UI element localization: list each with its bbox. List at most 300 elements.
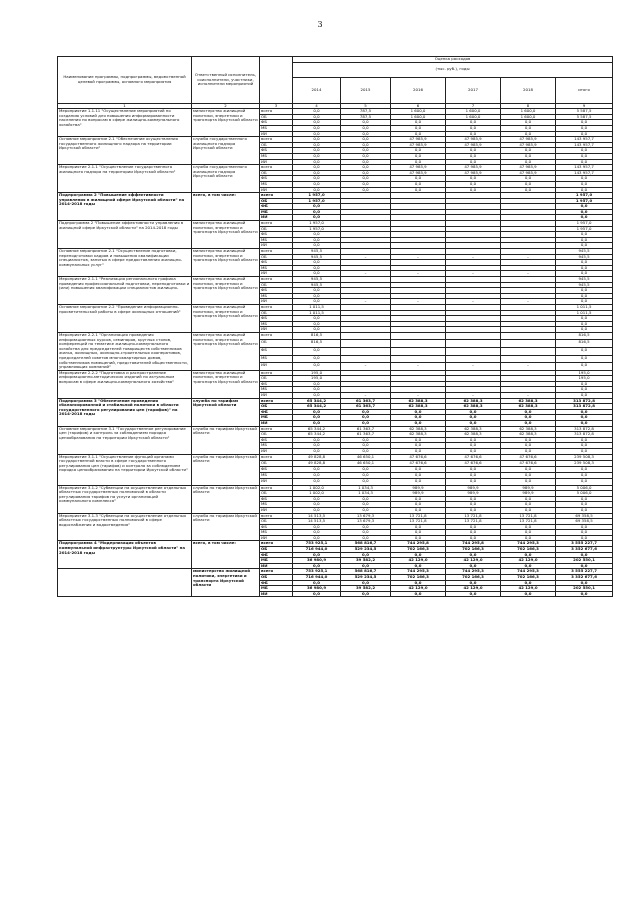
header-year: 2015: [341, 77, 391, 103]
amount-cell: 13 721,8: [501, 519, 556, 525]
funding-source: ОБ: [260, 460, 293, 466]
amount-cell: [341, 332, 391, 340]
header-unit: (тыс. руб.), годы: [293, 62, 613, 77]
amount-cell: 744 295,8: [391, 541, 446, 547]
item-responsible: всего, в том числе:: [192, 541, 260, 569]
item-responsible: министерство жилищной политики, энергетики и транспорта Иркутской области: [192, 109, 260, 137]
amount-cell: –: [446, 299, 501, 305]
amount-cell: 816,5: [556, 332, 613, 340]
funding-source: ФБ: [260, 437, 293, 443]
funding-source: МБ: [260, 530, 293, 536]
amount-cell: 0,0: [293, 187, 341, 193]
amount-cell: 0,0: [293, 443, 341, 449]
amount-cell: 46 650,1: [341, 460, 391, 466]
amount-cell: 0,0: [293, 355, 341, 363]
amount-cell: 0,0: [446, 176, 501, 182]
amount-cell: 0,0: [293, 524, 341, 530]
amount-cell: 0,0: [341, 131, 391, 137]
col-number: 8: [501, 103, 556, 109]
funding-source: всего: [260, 109, 293, 115]
amount-cell: 0,0: [293, 421, 341, 427]
funding-source: всего: [260, 370, 293, 376]
funding-source: ОБ: [260, 432, 293, 438]
amount-cell: 42 129,0: [391, 586, 446, 592]
amount-cell: 47 676,6: [391, 454, 446, 460]
page-number: 3: [317, 20, 323, 29]
funding-source: ФБ: [260, 120, 293, 126]
funding-source: ИИ: [260, 393, 293, 399]
amount-cell: 0,0: [293, 271, 341, 277]
amount-cell: 0,0: [556, 159, 613, 165]
amount-cell: 0,0: [556, 260, 613, 266]
amount-cell: 0,0: [341, 449, 391, 455]
amount-cell: 945,5: [293, 277, 341, 283]
amount-cell: 0,0: [501, 421, 556, 427]
table-row: [58, 332, 613, 340]
amount-cell: 0,0: [501, 552, 556, 558]
amount-cell: [341, 355, 391, 363]
amount-cell: 0,0: [391, 535, 446, 541]
funding-source: ИИ: [260, 421, 293, 427]
amount-cell: 787,5: [341, 109, 391, 115]
amount-cell: 0,0: [556, 316, 613, 322]
funding-source: ФБ: [260, 232, 293, 238]
amount-cell: 0,0: [391, 120, 446, 126]
amount-cell: 0,0: [501, 466, 556, 472]
amount-cell: 0,0: [556, 327, 613, 333]
amount-cell: 0,0: [293, 153, 341, 159]
amount-cell: 36 980,9: [293, 586, 341, 592]
funding-source: МБ: [260, 558, 293, 564]
amount-cell: 62 388,3: [446, 426, 501, 432]
amount-cell: 568 816,7: [341, 569, 391, 575]
amount-cell: 14 513,5: [293, 519, 341, 525]
amount-cell: 0,0: [341, 120, 391, 126]
amount-cell: 0,0: [391, 466, 446, 472]
amount-cell: 0,0: [501, 591, 556, 597]
amount-cell: –: [391, 393, 446, 399]
amount-cell: 0,0: [446, 530, 501, 536]
amount-cell: 65 344,2: [293, 404, 341, 410]
amount-cell: 0,0: [293, 437, 341, 443]
item-responsible: министерство жилищной политики, энергетики и транспорта Иркутской области: [192, 569, 260, 597]
amount-cell: 49 828,8: [293, 460, 341, 466]
funding-source: ФБ: [260, 348, 293, 356]
amount-cell: 0,0: [293, 327, 341, 333]
amount-cell: 0,0: [341, 142, 391, 148]
amount-cell: 5 587,5: [556, 109, 613, 115]
amount-cell: 744 295,8: [446, 541, 501, 547]
amount-cell: 47 676,6: [501, 460, 556, 466]
amount-cell: 143 957,7: [556, 170, 613, 176]
amount-cell: 0,0: [391, 552, 446, 558]
amount-cell: 0,0: [446, 449, 501, 455]
amount-cell: 0,0: [293, 170, 341, 176]
amount-cell: –: [501, 299, 556, 305]
amount-cell: 702 166,3: [391, 547, 446, 553]
funding-source: ИИ: [260, 563, 293, 569]
amount-cell: 47 985,9: [446, 170, 501, 176]
amount-cell: 0,0: [341, 580, 391, 586]
amount-cell: 0,0: [501, 535, 556, 541]
amount-cell: 13 721,8: [446, 513, 501, 519]
item-responsible: служба по тарифам Иркутской области: [192, 513, 260, 541]
amount-cell: 744 295,3: [501, 541, 556, 547]
amount-cell: 0,0: [293, 381, 341, 387]
amount-cell: 1 600,0: [501, 109, 556, 115]
amount-cell: 0,0: [556, 209, 613, 215]
funding-source: ФБ: [260, 466, 293, 472]
amount-cell: 0,0: [293, 496, 341, 502]
amount-cell: –: [341, 393, 391, 399]
amount-cell: 1 011,5: [556, 310, 613, 316]
amount-cell: 0,0: [446, 120, 501, 126]
amount-cell: 753 925,1: [293, 569, 341, 575]
amount-cell: 702 166,3: [391, 575, 446, 581]
col-number: 3: [260, 103, 293, 109]
amount-cell: 0,0: [293, 120, 341, 126]
funding-source: МБ: [260, 237, 293, 243]
amount-cell: 0,0: [293, 507, 341, 513]
amount-cell: 0,0: [341, 507, 391, 513]
amount-cell: 0,0: [556, 437, 613, 443]
amount-cell: 0,0: [556, 524, 613, 530]
amount-cell: 0,0: [556, 502, 613, 508]
amount-cell: 0,0: [556, 591, 613, 597]
amount-cell: 0,0: [341, 137, 391, 143]
amount-cell: 816,5: [556, 340, 613, 348]
amount-cell: 0,0: [556, 232, 613, 238]
amount-cell: 0,0: [341, 443, 391, 449]
funding-source: ИИ: [260, 507, 293, 513]
amount-cell: 0,0: [446, 437, 501, 443]
amount-cell: 0,0: [293, 176, 341, 182]
col-number: 4: [293, 103, 341, 109]
amount-cell: 0,0: [293, 137, 341, 143]
funding-source: всего: [260, 193, 293, 199]
amount-cell: 0,0: [446, 421, 501, 427]
funding-source: ОБ: [260, 254, 293, 260]
funding-source: МБ: [260, 415, 293, 421]
amount-cell: 0,0: [501, 125, 556, 131]
amount-cell: 143 957,7: [556, 137, 613, 143]
amount-cell: 1 600,0: [446, 114, 501, 120]
amount-cell: 1 600,0: [391, 114, 446, 120]
amount-cell: 1 034,3: [341, 485, 391, 491]
amount-cell: –: [501, 393, 556, 399]
header-year: 2016: [391, 77, 446, 103]
funding-source: МБ: [260, 321, 293, 327]
amount-cell: 0,0: [341, 535, 391, 541]
amount-cell: [391, 340, 446, 348]
amount-cell: 239 508,3: [556, 454, 613, 460]
amount-cell: 0,0: [391, 580, 446, 586]
header-name: Наименование программы, подпрограммы, ведомственной целевой программы, основного мероприятия: [58, 57, 192, 104]
funding-source: ИИ: [260, 449, 293, 455]
amount-cell: 0,0: [293, 387, 341, 393]
amount-cell: 0,0: [556, 363, 613, 371]
amount-cell: 0,0: [556, 271, 613, 277]
funding-source: ОБ: [260, 198, 293, 204]
amount-cell: 47 985,9: [501, 137, 556, 143]
amount-cell: 0,0: [446, 473, 501, 479]
amount-cell: 3 555 227,7: [556, 569, 613, 575]
amount-cell: 47 985,9: [391, 165, 446, 171]
amount-cell: 945,5: [556, 249, 613, 255]
amount-cell: 0,0: [556, 299, 613, 305]
amount-cell: 0,0: [341, 563, 391, 569]
amount-cell: 61 363,7: [341, 398, 391, 404]
amount-cell: 0,0: [341, 165, 391, 171]
amount-cell: 0,0: [556, 293, 613, 299]
funding-source: всего: [260, 249, 293, 255]
amount-cell: 0,0: [293, 243, 341, 249]
amount-cell: –: [446, 363, 501, 371]
amount-cell: 0,0: [556, 393, 613, 399]
amount-cell: 1 034,3: [341, 491, 391, 497]
funding-source: ИИ: [260, 299, 293, 305]
amount-cell: 47 676,6: [391, 460, 446, 466]
item-responsible: служба по тарифам Иркутской области: [192, 485, 260, 513]
amount-cell: 0,0: [446, 496, 501, 502]
funding-source: ФБ: [260, 288, 293, 294]
amount-cell: 42 129,0: [446, 586, 501, 592]
amount-cell: 0,0: [501, 437, 556, 443]
amount-cell: 0,0: [391, 496, 446, 502]
amount-cell: 1 002,0: [293, 491, 341, 497]
amount-cell: 5 006,0: [556, 491, 613, 497]
amount-cell: 62 388,3: [501, 426, 556, 432]
amount-cell: 13 721,8: [501, 513, 556, 519]
amount-cell: 313 872,8: [556, 432, 613, 438]
funding-source: МБ: [260, 473, 293, 479]
amount-cell: [501, 348, 556, 356]
amount-cell: 0,0: [556, 131, 613, 137]
item-name: Мероприятие 3.1.2 "Субвенции на осуществление отдельных областных государственных полномочий в области регулирования тарифов на услуги организаций коммунального комплекса": [58, 485, 192, 513]
amount-cell: 0,0: [446, 591, 501, 597]
amount-cell: 0,0: [556, 563, 613, 569]
amount-cell: 47 985,9: [446, 142, 501, 148]
amount-cell: –: [446, 393, 501, 399]
amount-cell: 0,0: [446, 125, 501, 131]
amount-cell: 0,0: [293, 393, 341, 399]
funding-source: ФБ: [260, 580, 293, 586]
amount-cell: 0,0: [501, 443, 556, 449]
amount-cell: 0,0: [391, 409, 446, 415]
amount-cell: 0,0: [341, 187, 391, 193]
amount-cell: [446, 355, 501, 363]
amount-cell: 0,0: [501, 131, 556, 137]
table-header: [58, 57, 613, 109]
amount-cell: 1 957,0: [293, 193, 341, 199]
amount-cell: 702 166,3: [446, 547, 501, 553]
funding-source: ФБ: [260, 496, 293, 502]
amount-cell: 3 352 677,6: [556, 547, 613, 553]
amount-cell: 0,0: [391, 437, 446, 443]
amount-cell: 0,0: [293, 316, 341, 322]
amount-cell: 816,5: [293, 332, 341, 340]
funding-source: МБ: [260, 209, 293, 215]
item-name: Подпрограмма 2 "Повышение эффективности управления в жилищной сфере Иркутской области" на 2014-2018 годы: [58, 193, 192, 221]
amount-cell: 0,0: [391, 479, 446, 485]
header-year: 2017: [446, 77, 501, 103]
amount-cell: 0,0: [341, 552, 391, 558]
amount-cell: 0,0: [501, 409, 556, 415]
amount-cell: 0,0: [556, 204, 613, 210]
item-name: Основное мероприятие 3.1 "Государственное регулирование цен (тарифов) и контроль за соблюдением порядка ценообразования на территории Иркутской области": [58, 426, 192, 454]
amount-cell: 529 234,5: [341, 547, 391, 553]
amount-cell: –: [341, 363, 391, 371]
amount-cell: 787,5: [341, 114, 391, 120]
funding-source: ИИ: [260, 591, 293, 597]
amount-cell: 0,0: [501, 120, 556, 126]
item-responsible: министерство жилищной политики, энергетики и транспорта Иркутской области: [192, 277, 260, 305]
amount-cell: 0,0: [293, 204, 341, 210]
amount-cell: 313 872,8: [556, 398, 613, 404]
amount-cell: 1 600,0: [391, 109, 446, 115]
col-number: 2: [192, 103, 260, 109]
amount-cell: –: [341, 271, 391, 277]
amount-cell: 0,0: [556, 120, 613, 126]
amount-cell: 0,0: [341, 473, 391, 479]
amount-cell: 744 295,3: [501, 569, 556, 575]
amount-cell: 0,0: [341, 466, 391, 472]
funding-source: ИИ: [260, 159, 293, 165]
amount-cell: 1 957,0: [556, 193, 613, 199]
item-name: Подпрограмма 2 "Повышение эффективности управления в жилищной сфере Иркутской области" на 2014-2018 годы: [58, 221, 192, 249]
amount-cell: 0,0: [293, 142, 341, 148]
amount-cell: 62 388,3: [391, 404, 446, 410]
amount-cell: 0,0: [341, 591, 391, 597]
item-responsible: служба по тарифам Иркутской области: [192, 454, 260, 485]
amount-cell: 313 872,8: [556, 426, 613, 432]
funding-source: ФБ: [260, 381, 293, 387]
funding-source: всего: [260, 569, 293, 575]
funding-source: ОБ: [260, 575, 293, 581]
amount-cell: 989,9: [501, 485, 556, 491]
funding-source: ФБ: [260, 316, 293, 322]
amount-cell: 0,0: [293, 449, 341, 455]
amount-cell: 65 344,2: [293, 398, 341, 404]
item-name: Мероприятие 2.1.1 "Осуществление государственного жилищного надзора на территории Иркутской области": [58, 165, 192, 193]
funding-source: всего: [260, 137, 293, 143]
amount-cell: 42 129,0: [501, 586, 556, 592]
amount-cell: 0,0: [556, 479, 613, 485]
amount-cell: 0,0: [556, 125, 613, 131]
budget-table-container: [57, 56, 612, 597]
amount-cell: 0,0: [446, 507, 501, 513]
amount-cell: 47 985,9: [501, 165, 556, 171]
amount-cell: 0,0: [293, 215, 341, 221]
amount-cell: 0,0: [293, 125, 341, 131]
amount-cell: 62 388,3: [501, 432, 556, 438]
amount-cell: 945,5: [293, 249, 341, 255]
funding-source: всего: [260, 485, 293, 491]
amount-cell: 0,0: [556, 449, 613, 455]
amount-cell: 0,0: [446, 181, 501, 187]
amount-cell: 47 985,9: [446, 165, 501, 171]
amount-cell: 0,0: [556, 237, 613, 243]
item-name: Основное мероприятие 2.1 "Обеспечение осуществления государственного жилищного надзора на территории Иркутской области": [58, 137, 192, 165]
item-name: [58, 569, 192, 597]
amount-cell: 0,0: [556, 321, 613, 327]
amount-cell: 1 957,0: [556, 221, 613, 227]
item-name: Мероприятие 1.1.11 "Осуществление мероприятий по созданию условий для повышения информированности населения по вопросам в сфере жилищно-коммунального хозяйства": [58, 109, 192, 137]
amount-cell: 313 872,8: [556, 404, 613, 410]
amount-cell: 1 011,5: [556, 304, 613, 310]
item-name: Основное мероприятие 2.1 "Осуществление подготовки, переподготовки кадров и повышения квалификации специалистов, занятых в сфере предоставления жилищно-коммунальных услуг": [58, 249, 192, 277]
amount-cell: 47 985,9: [501, 142, 556, 148]
funding-source: всего: [260, 541, 293, 547]
item-name: Подпрограмма 3 "Обеспечение проведения сбалансированной и стабильной политики в области государственного регулирования цен (тарифов)" на 2014-2018 годы: [58, 398, 192, 426]
amount-cell: 0,0: [446, 479, 501, 485]
header-total: итого: [556, 77, 613, 103]
amount-cell: 39 582,2: [341, 558, 391, 564]
amount-cell: [446, 340, 501, 348]
amount-cell: 0,0: [556, 421, 613, 427]
amount-cell: 0,0: [391, 507, 446, 513]
amount-cell: 0,0: [556, 530, 613, 536]
amount-cell: 47 676,6: [446, 460, 501, 466]
amount-cell: 0,0: [501, 496, 556, 502]
amount-cell: 47 985,9: [391, 142, 446, 148]
funding-source: ФБ: [260, 524, 293, 530]
item-responsible: министерство жилищной политики, энергетики и транспорта Иркутской области: [192, 221, 260, 249]
amount-cell: 945,5: [556, 277, 613, 283]
funding-source: ОБ: [260, 170, 293, 176]
amount-cell: 13 721,8: [391, 513, 446, 519]
amount-cell: 0,0: [501, 153, 556, 159]
funding-source: всего: [260, 454, 293, 460]
amount-cell: 0,0: [341, 437, 391, 443]
col-number: 7: [446, 103, 501, 109]
amount-cell: 47 985,9: [391, 137, 446, 143]
item-responsible: министерство жилищной политики, энергетики и транспорта Иркутской области: [192, 249, 260, 277]
amount-cell: 0,0: [446, 524, 501, 530]
amount-cell: 0,0: [341, 181, 391, 187]
amount-cell: 143 957,7: [556, 142, 613, 148]
amount-cell: 46 650,1: [341, 454, 391, 460]
amount-cell: 0,0: [556, 265, 613, 271]
amount-cell: 0,0: [391, 473, 446, 479]
funding-source: ОБ: [260, 376, 293, 382]
amount-cell: 1 600,0: [501, 114, 556, 120]
budget-table: [57, 56, 613, 597]
amount-cell: 61 363,7: [341, 432, 391, 438]
funding-source: всего: [260, 165, 293, 171]
funding-source: всего: [260, 398, 293, 404]
amount-cell: [341, 340, 391, 348]
amount-cell: 0,0: [293, 237, 341, 243]
amount-cell: 47 985,9: [501, 170, 556, 176]
amount-cell: 816,5: [293, 340, 341, 348]
amount-cell: 49 828,8: [293, 454, 341, 460]
funding-source: ИИ: [260, 215, 293, 221]
funding-source: МБ: [260, 586, 293, 592]
amount-cell: 0,0: [391, 159, 446, 165]
funding-source: ОБ: [260, 226, 293, 232]
funding-source: всего: [260, 332, 293, 340]
amount-cell: 0,0: [556, 187, 613, 193]
amount-cell: 0,0: [293, 535, 341, 541]
amount-cell: 1 600,0: [446, 109, 501, 115]
amount-cell: 1 011,5: [293, 304, 341, 310]
amount-cell: 0,0: [341, 125, 391, 131]
amount-cell: 0,0: [446, 131, 501, 137]
amount-cell: 0,0: [293, 165, 341, 171]
item-responsible: всего, в том числе:: [192, 193, 260, 221]
amount-cell: 0,0: [556, 409, 613, 415]
